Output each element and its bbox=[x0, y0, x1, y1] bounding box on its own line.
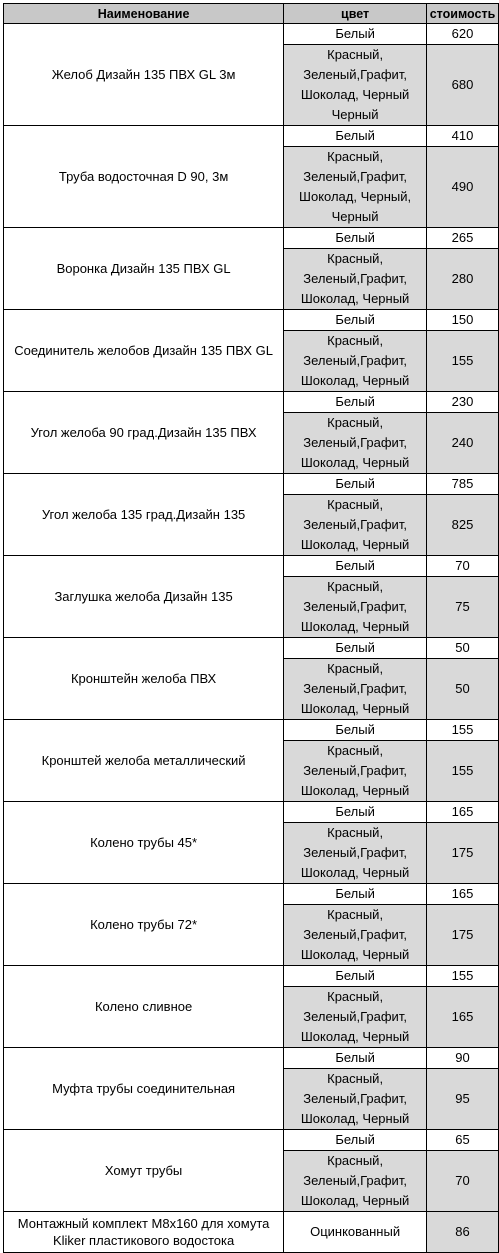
color-line: Красный, bbox=[327, 743, 384, 758]
color-other bbox=[284, 659, 427, 720]
product-name: Угол желоба 90 град.Дизайн 135 ПВХ bbox=[4, 392, 284, 474]
color-galvanized: Оцинкованный bbox=[284, 1212, 427, 1253]
product-name: Хомут трубы bbox=[4, 1130, 284, 1212]
price-white: 90 bbox=[427, 1048, 499, 1069]
color-line: Зеленый,Графит, bbox=[303, 1009, 407, 1024]
color-line: Черный bbox=[331, 209, 379, 224]
product-name: Кронштейн желоба ПВХ bbox=[4, 638, 284, 720]
color-line: Красный, bbox=[327, 825, 384, 840]
price-white: 230 bbox=[427, 392, 499, 413]
price-galvanized: 86 bbox=[427, 1212, 499, 1253]
price-other: 75 bbox=[427, 577, 499, 638]
color-white: Белый bbox=[284, 1130, 427, 1151]
color-line: Зеленый,Графит, bbox=[303, 845, 407, 860]
product-name: Желоб Дизайн 135 ПВХ GL 3м bbox=[4, 24, 284, 126]
color-other bbox=[284, 905, 427, 966]
color-line: Красный, bbox=[327, 661, 384, 676]
color-white: Белый bbox=[284, 884, 427, 905]
table-row bbox=[4, 1048, 499, 1069]
price-other: 490 bbox=[427, 147, 499, 228]
color-line: Красный, bbox=[327, 251, 384, 266]
color-line: Зеленый,Графит, bbox=[303, 517, 407, 532]
price-other: 50 bbox=[427, 659, 499, 720]
price-white: 70 bbox=[427, 556, 499, 577]
table-row bbox=[4, 638, 499, 659]
name-line: Монтажный комплект M8x160 для хомута bbox=[17, 1216, 270, 1231]
color-other bbox=[284, 1151, 427, 1212]
color-line: Зеленый,Графит, bbox=[303, 271, 407, 286]
table-row bbox=[4, 720, 499, 741]
product-name: Заглушка желоба Дизайн 135 bbox=[4, 556, 284, 638]
color-white: Белый bbox=[284, 310, 427, 331]
price-other: 825 bbox=[427, 495, 499, 556]
color-line: Зеленый,Графит, bbox=[303, 927, 407, 942]
price-other: 155 bbox=[427, 741, 499, 802]
color-white: Белый bbox=[284, 556, 427, 577]
header-color: цвет bbox=[284, 4, 427, 24]
color-line: Шоколад, Черный bbox=[300, 619, 410, 634]
table-row bbox=[4, 1212, 499, 1253]
color-line: Зеленый,Графит, bbox=[303, 681, 407, 696]
price-white: 150 bbox=[427, 310, 499, 331]
color-other bbox=[284, 577, 427, 638]
product-name: Кронштей желоба металлический bbox=[4, 720, 284, 802]
product-name: Муфта трубы соединительная bbox=[4, 1048, 284, 1130]
price-other: 280 bbox=[427, 249, 499, 310]
color-white: Белый bbox=[284, 1048, 427, 1069]
price-other: 240 bbox=[427, 413, 499, 474]
color-other bbox=[284, 249, 427, 310]
color-other bbox=[284, 1069, 427, 1130]
color-white: Белый bbox=[284, 802, 427, 823]
price-other: 175 bbox=[427, 823, 499, 884]
color-other bbox=[284, 495, 427, 556]
color-line: Зеленый,Графит, bbox=[303, 1173, 407, 1188]
price-other: 95 bbox=[427, 1069, 499, 1130]
price-white: 265 bbox=[427, 228, 499, 249]
color-line: Зеленый,Графит, bbox=[303, 1091, 407, 1106]
price-other: 155 bbox=[427, 331, 499, 392]
name-line: Kliker пластикового водостока bbox=[52, 1233, 235, 1248]
color-line: Красный, bbox=[327, 907, 384, 922]
color-white: Белый bbox=[284, 392, 427, 413]
color-line: Красный, bbox=[327, 415, 384, 430]
price-white: 165 bbox=[427, 884, 499, 905]
color-line: Шоколад, Черный bbox=[300, 537, 410, 552]
color-white: Белый bbox=[284, 966, 427, 987]
color-line: Зеленый,Графит, bbox=[303, 763, 407, 778]
price-other: 680 bbox=[427, 45, 499, 126]
product-name: Соединитель желобов Дизайн 135 ПВХ GL bbox=[4, 310, 284, 392]
product-name: Колено трубы 72* bbox=[4, 884, 284, 966]
table-row bbox=[4, 24, 499, 45]
color-line: Красный, bbox=[327, 497, 384, 512]
price-white: 65 bbox=[427, 1130, 499, 1151]
price-other: 165 bbox=[427, 987, 499, 1048]
product-name: Колено сливное bbox=[4, 966, 284, 1048]
header-price: стоимость bbox=[427, 4, 499, 24]
color-other bbox=[284, 413, 427, 474]
color-other bbox=[284, 331, 427, 392]
price-other: 70 bbox=[427, 1151, 499, 1212]
color-line: Шоколад, Черный bbox=[300, 1029, 410, 1044]
color-line: Красный, bbox=[327, 579, 384, 594]
color-line: Черный bbox=[331, 107, 379, 122]
table-row bbox=[4, 966, 499, 987]
product-name: Колено трубы 45* bbox=[4, 802, 284, 884]
color-line: Красный, bbox=[327, 333, 384, 348]
color-line: Шоколад, Черный bbox=[300, 783, 410, 798]
color-white: Белый bbox=[284, 638, 427, 659]
table-row bbox=[4, 310, 499, 331]
table-row bbox=[4, 884, 499, 905]
header-name: Наименование bbox=[4, 4, 284, 24]
color-line: Зеленый,Графит, bbox=[303, 353, 407, 368]
table-body bbox=[4, 24, 499, 1253]
header-row bbox=[4, 4, 499, 24]
price-white: 155 bbox=[427, 966, 499, 987]
color-line: Шоколад, Черный bbox=[300, 865, 410, 880]
table-row bbox=[4, 392, 499, 413]
price-white: 155 bbox=[427, 720, 499, 741]
table-row bbox=[4, 556, 499, 577]
table-row bbox=[4, 802, 499, 823]
table-row bbox=[4, 228, 499, 249]
price-white: 620 bbox=[427, 24, 499, 45]
product-name bbox=[4, 1212, 284, 1253]
price-table bbox=[3, 3, 499, 1253]
color-line: Зеленый,Графит, bbox=[303, 169, 407, 184]
price-white: 165 bbox=[427, 802, 499, 823]
color-line: Шоколад, Черный bbox=[300, 1111, 410, 1126]
color-line: Шоколад, Черный bbox=[300, 701, 410, 716]
table-row bbox=[4, 126, 499, 147]
color-white: Белый bbox=[284, 720, 427, 741]
color-line: Красный, bbox=[327, 989, 384, 1004]
color-other bbox=[284, 147, 427, 228]
color-line: Шоколад, Черный bbox=[300, 455, 410, 470]
color-line: Красный, bbox=[327, 149, 384, 164]
product-name: Труба водосточная D 90, 3м bbox=[4, 126, 284, 228]
color-other bbox=[284, 823, 427, 884]
price-white: 50 bbox=[427, 638, 499, 659]
product-name: Угол желоба 135 град.Дизайн 135 bbox=[4, 474, 284, 556]
color-line: Красный, bbox=[327, 1153, 384, 1168]
product-name: Воронка Дизайн 135 ПВХ GL bbox=[4, 228, 284, 310]
color-line: Шоколад, Черный bbox=[300, 291, 410, 306]
price-other: 175 bbox=[427, 905, 499, 966]
table-row bbox=[4, 474, 499, 495]
color-line: Зеленый,Графит, bbox=[303, 67, 407, 82]
color-line: Шоколад, Черный bbox=[300, 373, 410, 388]
color-line: Шоколад, Черный bbox=[300, 1193, 410, 1208]
color-line: Зеленый,Графит, bbox=[303, 435, 407, 450]
color-white: Белый bbox=[284, 228, 427, 249]
color-other bbox=[284, 45, 427, 126]
color-white: Белый bbox=[284, 474, 427, 495]
table-row bbox=[4, 1130, 499, 1151]
color-white: Белый bbox=[284, 126, 427, 147]
color-line: Зеленый,Графит, bbox=[303, 599, 407, 614]
color-line: Шоколад, Черный bbox=[300, 87, 410, 102]
color-line: Шоколад, Черный, bbox=[299, 189, 412, 204]
color-line: Красный, bbox=[327, 47, 384, 62]
color-other bbox=[284, 741, 427, 802]
color-line: Шоколад, Черный bbox=[300, 947, 410, 962]
color-white: Белый bbox=[284, 24, 427, 45]
price-white: 410 bbox=[427, 126, 499, 147]
color-line: Красный, bbox=[327, 1071, 384, 1086]
color-other bbox=[284, 987, 427, 1048]
price-white: 785 bbox=[427, 474, 499, 495]
